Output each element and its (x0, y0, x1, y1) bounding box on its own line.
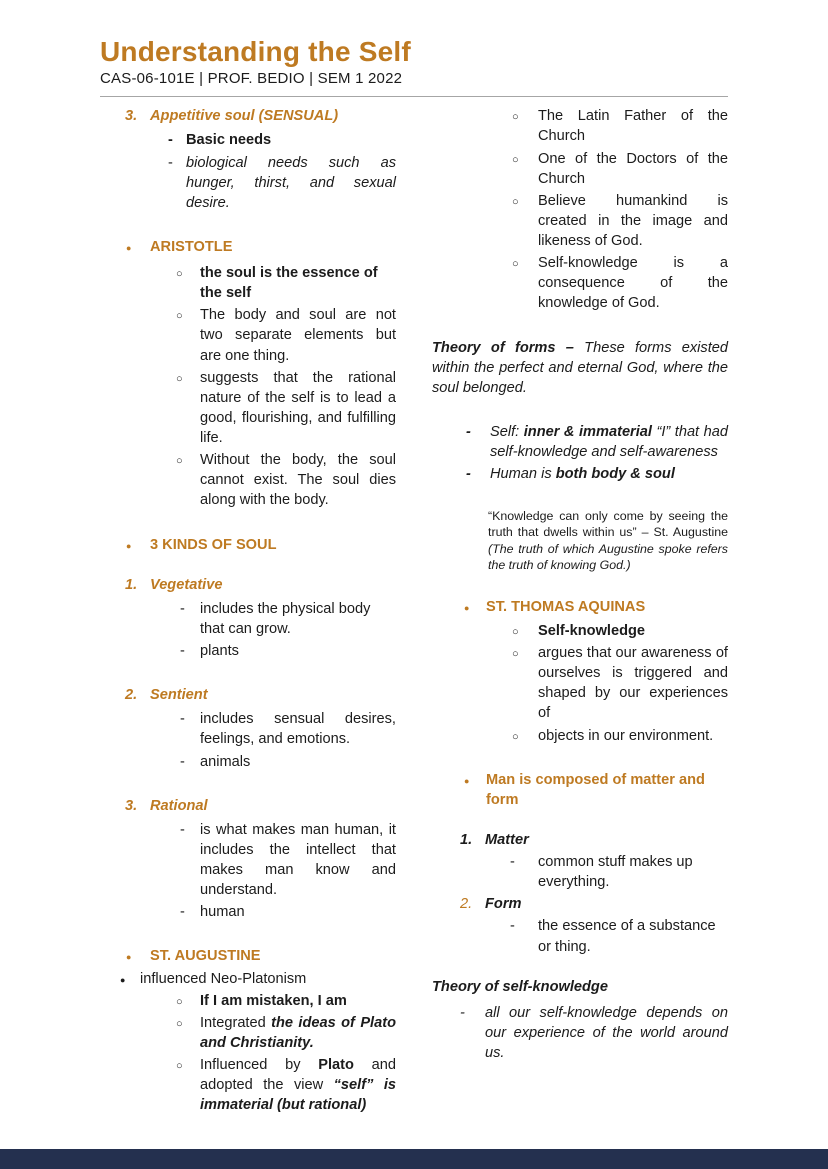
list-item (432, 191, 728, 251)
dash-marker: - (466, 423, 471, 440)
dash-marker: - (180, 711, 185, 728)
bullet-marker: ● (120, 974, 126, 985)
heading-aristotle: ARISTOTLE (150, 238, 233, 255)
section-augustine (100, 946, 396, 1115)
list-item-text: The body and soul are not two separate elements but are one thing. (200, 307, 396, 364)
list-item-text: the soul is the essence of the self (200, 265, 378, 302)
section-augustine-quote (432, 508, 728, 573)
bullet-marker: ● (126, 242, 132, 253)
list-item-text: Self-knowledge (538, 622, 646, 639)
dash-marker: - (180, 821, 185, 838)
bullet-marker: ● (126, 540, 132, 551)
circle-marker: ○ (176, 1017, 183, 1030)
dash-marker: - (168, 132, 173, 149)
section-vegetative (100, 575, 396, 662)
list-item (100, 969, 396, 989)
list-number: 1. (125, 576, 138, 593)
list-item-text: objects in our environment. (538, 727, 714, 744)
bullet-marker: ● (464, 602, 470, 613)
list-item (100, 368, 396, 449)
list-item-text: Self: inner & immaterial “I” that had self-knowledge and self-awareness (490, 423, 728, 461)
list-item-text: plants (200, 643, 239, 660)
list-item (100, 820, 396, 901)
circle-marker: ○ (512, 195, 519, 208)
heading-theory-self-knowledge: Theory of self-knowledge (432, 978, 608, 995)
document-header (100, 36, 728, 97)
section-augustine-continued (432, 106, 728, 313)
list-item (432, 1003, 728, 1063)
section-aquinas (432, 597, 728, 746)
list-item-text: influenced Neo-Platonism (140, 970, 307, 987)
list-item-text: Integrated the ideas of Plato and Christianity. (200, 1014, 396, 1051)
numbered-heading (100, 106, 396, 126)
bullet-heading (100, 946, 396, 966)
page-title: Understanding the Self (100, 36, 411, 67)
heading-kinds-of-soul: 3 KINDS OF SOUL (150, 536, 277, 553)
list-item (432, 852, 728, 892)
numbered-heading (432, 830, 728, 850)
heading-matter: Matter (485, 831, 529, 848)
list-item-text: suggests that the rational nature of the self is to lead a good, flourishing, and fulfilling life. (200, 369, 396, 447)
dash-marker: - (510, 854, 515, 871)
circle-marker: ○ (176, 1060, 183, 1073)
dash-marker: - (168, 154, 173, 171)
list-item-text: the essence of a substance or thing. (538, 918, 716, 955)
circle-marker: ○ (176, 268, 183, 281)
page-bottom-bar (0, 1149, 828, 1169)
section-rational (100, 796, 396, 923)
bullet-heading (100, 535, 396, 555)
list-item-text: Without the body, the soul cannot exist. The soul dies along with the body. (200, 452, 396, 509)
circle-marker: ○ (176, 455, 183, 468)
list-item-text: Believe humankind is created in the image and likeness of God. (538, 192, 728, 250)
list-item-text: includes the physical body that can grow. (200, 600, 371, 637)
list-item (432, 149, 728, 189)
section-sentient (100, 685, 396, 772)
dash-marker: - (180, 753, 185, 770)
circle-marker: ○ (512, 648, 519, 661)
bullet-marker: ● (464, 775, 470, 786)
heading-rational: Rational (150, 797, 208, 814)
list-item (100, 450, 396, 510)
section-appetitive-soul (100, 106, 396, 213)
list-item (100, 153, 396, 213)
numbered-heading (100, 685, 396, 705)
bullet-heading (432, 770, 728, 810)
header-divider (100, 96, 728, 97)
numbered-heading (100, 796, 396, 816)
section-kinds-of-soul (100, 535, 396, 555)
list-item-text: human (200, 904, 245, 921)
list-item (432, 621, 728, 641)
heading-sentient: Sentient (150, 687, 208, 704)
section-theory-self-knowledge (432, 977, 728, 1064)
section-theory-of-forms (432, 338, 728, 398)
bullet-marker: ● (126, 952, 132, 963)
list-item (432, 726, 728, 746)
circle-marker: ○ (512, 111, 519, 124)
heading-vegetative: Vegetative (150, 576, 223, 593)
circle-marker: ○ (176, 310, 183, 323)
circle-marker: ○ (512, 153, 519, 166)
list-item-text: common stuff makes up everything. (538, 854, 693, 891)
heading-augustine: ST. AUGUSTINE (150, 948, 261, 965)
list-item-text: The Latin Father of the Church (538, 108, 728, 145)
list-item-text: Self-knowledge is a consequence of the knowledge of God. (538, 255, 728, 312)
list-number: 3. (125, 797, 138, 814)
heading-form: Form (485, 896, 522, 913)
list-item (432, 643, 728, 724)
two-column-layout (100, 106, 728, 1115)
right-column (432, 106, 728, 1115)
section-matter-and-form-heading (432, 770, 728, 810)
list-item (432, 422, 728, 462)
list-item (100, 709, 396, 749)
list-number: 1. (460, 831, 473, 848)
list-number: 3. (125, 108, 138, 125)
bullet-heading (100, 237, 396, 257)
list-item (432, 106, 728, 146)
circle-marker: ○ (176, 995, 183, 1008)
dash-marker: - (510, 918, 515, 935)
list-item-text: argues that our awareness of ourselves is triggered and shaped by our experiences of (538, 645, 728, 722)
section-aristotle (100, 237, 396, 511)
list-item-text: Human is both body & soul (490, 466, 675, 483)
theory-of-forms-paragraph: Theory of forms – These forms existed within the perfect and eternal God, where the soul belonged. (432, 339, 728, 396)
list-item (100, 1013, 396, 1053)
list-item (100, 263, 396, 303)
list-item (100, 902, 396, 922)
list-item-text: is what makes man human, it includes the intellect that makes man know and understand. (200, 821, 396, 899)
numbered-heading (432, 894, 728, 914)
dash-marker: - (466, 466, 471, 483)
circle-marker: ○ (512, 730, 519, 743)
heading-matter-and-form: Man is composed of matter and form (486, 771, 705, 808)
list-item (432, 916, 728, 956)
list-item (100, 641, 396, 661)
numbered-heading (100, 575, 396, 595)
left-column (100, 106, 396, 1115)
circle-marker: ○ (512, 625, 519, 638)
list-item (432, 253, 728, 313)
circle-marker: ○ (512, 258, 519, 271)
list-item-text: all our self-knowledge depends on our experience of the world around us. (485, 1004, 728, 1062)
list-item (100, 1055, 396, 1115)
list-item (100, 991, 396, 1011)
dash-marker: - (180, 600, 185, 617)
dash-marker: - (180, 643, 185, 660)
list-number: 2. (460, 896, 473, 913)
list-item (100, 305, 396, 365)
list-item-text: animals (200, 753, 251, 770)
heading-appetitive-soul: Appetitive soul (SENSUAL) (150, 108, 339, 125)
augustine-quote: “Knowledge can only come by seeing the truth that dwells within us” – St. Augustine (The truth of which Augustine spoke refers the truth of knowing God.) (488, 509, 728, 572)
list-item-text: Basic needs (186, 132, 272, 149)
list-item (100, 599, 396, 639)
list-item-text: Influenced by Plato and adopted the view “self” is immaterial (but rational) (200, 1057, 397, 1114)
section-self-points (432, 422, 728, 484)
page-subtitle: CAS-06-101E | PROF. BEDIO | SEM 1 2022 (100, 70, 403, 88)
heading-aquinas: ST. THOMAS AQUINAS (486, 598, 646, 615)
section-matter-form-list (432, 830, 728, 957)
bullet-heading (432, 597, 728, 617)
list-item-text: biological needs such as hunger, thirst, and sexual desire. (186, 154, 396, 211)
list-number: 2. (125, 687, 138, 704)
list-item (100, 752, 396, 772)
list-item-text: includes sensual desires, feelings, and emotions. (200, 711, 396, 748)
circle-marker: ○ (176, 372, 183, 385)
list-item-text: If I am mistaken, I am (200, 992, 347, 1009)
dash-marker: - (460, 1004, 465, 1021)
list-item (100, 130, 396, 150)
list-item (432, 464, 728, 484)
list-item-text: One of the Doctors of the Church (538, 150, 728, 187)
dash-marker: - (180, 904, 185, 921)
